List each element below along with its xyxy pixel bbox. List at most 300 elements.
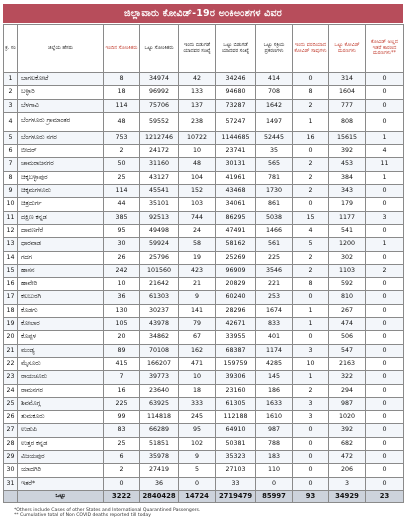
cell-non-covid-deaths: 0 — [366, 424, 404, 437]
cell-total-discharged: 86295 — [216, 211, 256, 224]
cell-total-deaths: 322 — [329, 371, 366, 384]
cell-total-positive: 114818 — [140, 411, 179, 424]
cell-today-discharged: 0 — [179, 477, 216, 490]
column-header-today-positive: ಇಂದಿನ ಸೋಂಕಿತರು — [104, 25, 140, 73]
table-row — [4, 264, 404, 277]
table-row — [4, 73, 404, 86]
table-header-row — [4, 25, 404, 73]
cell-total-deaths: 392 — [329, 424, 366, 437]
total-serial — [4, 490, 18, 502]
cell-total-deaths: 541 — [329, 224, 366, 237]
cell-total-discharged: 20829 — [216, 278, 256, 291]
cell-district: ಕೊಪ್ಪಳ — [18, 331, 104, 344]
table-row — [4, 357, 404, 370]
cell-serial: 25 — [4, 397, 18, 410]
cell-total-discharged: 30131 — [216, 158, 256, 171]
cell-non-covid-deaths: 0 — [366, 224, 404, 237]
cell-today-discharged: 152 — [179, 185, 216, 198]
cell-district: ಉಡುಪಿ — [18, 424, 104, 437]
cell-district: ಚಿತ್ರದುರ್ಗ — [18, 198, 104, 211]
cell-today-positive: 95 — [104, 224, 140, 237]
cell-total-positive: 24172 — [140, 145, 179, 158]
cell-active-cases: 708 — [256, 86, 293, 99]
cell-today-positive: 20 — [104, 331, 140, 344]
cell-active-cases: 1497 — [256, 112, 293, 131]
cell-today-discharged: 48 — [179, 158, 216, 171]
cell-active-cases: 414 — [256, 73, 293, 86]
cell-today-deaths: 8 — [293, 86, 329, 99]
cell-district: ಚಿಕ್ಕಮಗಳೂರು — [18, 185, 104, 198]
cell-non-covid-deaths: 0 — [366, 198, 404, 211]
cell-total-discharged: 68387 — [216, 344, 256, 357]
cell-total-deaths: 302 — [329, 251, 366, 264]
cell-non-covid-deaths: 0 — [366, 185, 404, 198]
table-row — [4, 86, 404, 99]
table-row — [4, 331, 404, 344]
cell-total-discharged: 23741 — [216, 145, 256, 158]
cell-today-positive: 18 — [104, 86, 140, 99]
cell-today-discharged: 102 — [179, 437, 216, 450]
cell-district: ಕೊಡಗು — [18, 304, 104, 317]
table-row — [4, 318, 404, 331]
cell-today-deaths: 2 — [293, 264, 329, 277]
cell-total-deaths: 2163 — [329, 357, 366, 370]
cell-total-deaths: 1177 — [329, 211, 366, 224]
cell-serial: 26 — [4, 411, 18, 424]
cell-today-deaths: 16 — [293, 131, 329, 144]
cell-total-positive: 49498 — [140, 224, 179, 237]
total-today-positive: 3222 — [104, 490, 140, 502]
cell-serial: 4 — [4, 112, 18, 131]
cell-district: ಬೆಳಗಾವಿ — [18, 99, 104, 112]
cell-non-covid-deaths: 0 — [366, 357, 404, 370]
cell-non-covid-deaths: 0 — [366, 86, 404, 99]
cell-today-deaths: 0 — [293, 73, 329, 86]
cell-total-discharged: 33 — [216, 477, 256, 490]
cell-today-discharged: 137 — [179, 99, 216, 112]
cell-active-cases: 221 — [256, 278, 293, 291]
cell-district: ಹಾಸನ — [18, 264, 104, 277]
cell-active-cases: 1730 — [256, 185, 293, 198]
cell-total-discharged: 43468 — [216, 185, 256, 198]
cell-today-discharged: 21 — [179, 278, 216, 291]
cell-total-discharged: 27103 — [216, 464, 256, 477]
table-row — [4, 99, 404, 112]
cell-today-deaths: 2 — [293, 384, 329, 397]
cell-total-discharged: 61305 — [216, 397, 256, 410]
cell-today-positive: 225 — [104, 397, 140, 410]
table-row — [4, 185, 404, 198]
cell-today-discharged: 95 — [179, 424, 216, 437]
cell-active-cases: 183 — [256, 451, 293, 464]
total-row — [4, 490, 404, 502]
cell-total-positive: 39773 — [140, 371, 179, 384]
cell-total-deaths: 294 — [329, 384, 366, 397]
cell-today-deaths: 1 — [293, 318, 329, 331]
table-row — [4, 304, 404, 317]
cell-today-deaths: 1 — [293, 371, 329, 384]
cell-today-positive: 130 — [104, 304, 140, 317]
cell-active-cases: 561 — [256, 238, 293, 251]
cell-total-positive: 35978 — [140, 451, 179, 464]
total-today-discharged: 14724 — [179, 490, 216, 502]
cell-total-deaths: 506 — [329, 331, 366, 344]
cell-total-discharged: 42671 — [216, 318, 256, 331]
cell-total-positive: 36 — [140, 477, 179, 490]
cell-non-covid-deaths: 0 — [366, 397, 404, 410]
cell-today-discharged: 10 — [179, 145, 216, 158]
cell-total-deaths: 808 — [329, 112, 366, 131]
cell-total-deaths: 682 — [329, 437, 366, 450]
cell-today-discharged: 141 — [179, 304, 216, 317]
cell-today-positive: 26 — [104, 251, 140, 264]
cell-district: ಚಾಮರಾಜನಗರ — [18, 158, 104, 171]
cell-total-discharged: 112188 — [216, 411, 256, 424]
cell-non-covid-deaths: 0 — [366, 304, 404, 317]
cell-total-discharged: 47491 — [216, 224, 256, 237]
cell-non-covid-deaths: 0 — [366, 291, 404, 304]
cell-today-discharged: 133 — [179, 86, 216, 99]
cell-today-positive: 30 — [104, 238, 140, 251]
cell-today-positive: 16 — [104, 384, 140, 397]
cell-today-deaths: 1 — [293, 112, 329, 131]
cell-non-covid-deaths: 2 — [366, 264, 404, 277]
cell-district: ಮೈಸೂರು — [18, 357, 104, 370]
cell-today-positive: 415 — [104, 357, 140, 370]
table-row — [4, 384, 404, 397]
column-header-serial: ಕ್ರ. ಸಂ — [4, 25, 18, 73]
cell-district: ತುಮಕೂರು — [18, 411, 104, 424]
cell-serial: 28 — [4, 437, 18, 450]
column-header-active-cases: ಒಟ್ಟು ಸಕ್ರಿಯ ಪ್ರಕರಣಗಳು — [256, 25, 293, 73]
cell-district: ಗದಗ — [18, 251, 104, 264]
cell-total-positive: 34862 — [140, 331, 179, 344]
cell-serial: 27 — [4, 424, 18, 437]
cell-total-discharged: 58162 — [216, 238, 256, 251]
cell-total-discharged: 1144685 — [216, 131, 256, 144]
cell-today-positive: 0 — [104, 477, 140, 490]
cell-active-cases: 0 — [256, 477, 293, 490]
cell-today-positive: 2 — [104, 464, 140, 477]
cell-total-deaths: 1604 — [329, 86, 366, 99]
cell-total-positive: 1212746 — [140, 131, 179, 144]
cell-total-deaths: 1020 — [329, 411, 366, 424]
cell-today-positive: 36 — [104, 291, 140, 304]
total-active-cases: 85997 — [256, 490, 293, 502]
cell-today-positive: 753 — [104, 131, 140, 144]
cell-active-cases: 253 — [256, 291, 293, 304]
total-non-covid-deaths: 23 — [366, 490, 404, 502]
table-row — [4, 464, 404, 477]
cell-total-discharged: 34061 — [216, 198, 256, 211]
cell-serial: 13 — [4, 238, 18, 251]
column-header-total-deaths: ಒಟ್ಟು ಕೋವಿಡ್ ಮರಣಗಳು — [329, 25, 366, 73]
total-total-positive: 2840428 — [140, 490, 179, 502]
cell-district: ದಕ್ಷಿಣ ಕನ್ನಡ — [18, 211, 104, 224]
column-header-total-discharged: ಒಟ್ಟು ಬಿಡುಗಡೆ ಯಾದವರ ಸಂಖ್ಯೆ — [216, 25, 256, 73]
cell-district: ಇತರೆ* — [18, 477, 104, 490]
cell-total-positive: 166207 — [140, 357, 179, 370]
district-stats-table — [3, 24, 404, 503]
cell-district: ವಿಜಯಪುರ — [18, 451, 104, 464]
cell-today-discharged: 67 — [179, 331, 216, 344]
cell-active-cases: 3546 — [256, 264, 293, 277]
cell-total-positive: 59924 — [140, 238, 179, 251]
cell-total-discharged: 34246 — [216, 73, 256, 86]
cell-today-positive: 48 — [104, 112, 140, 131]
cell-serial: 21 — [4, 344, 18, 357]
cell-today-positive: 385 — [104, 211, 140, 224]
table-body — [4, 73, 404, 491]
cell-serial: 16 — [4, 278, 18, 291]
cell-today-discharged: 744 — [179, 211, 216, 224]
table-row — [4, 224, 404, 237]
cell-non-covid-deaths: 4 — [366, 145, 404, 158]
cell-today-deaths: 10 — [293, 357, 329, 370]
cell-total-discharged: 64910 — [216, 424, 256, 437]
table-row — [4, 171, 404, 184]
total-label: ಒಟ್ಟು — [18, 490, 104, 502]
cell-non-covid-deaths: 0 — [366, 411, 404, 424]
cell-today-discharged: 10722 — [179, 131, 216, 144]
cell-today-discharged: 471 — [179, 357, 216, 370]
cell-total-discharged: 94680 — [216, 86, 256, 99]
cell-serial: 31 — [4, 477, 18, 490]
cell-today-deaths: 2 — [293, 158, 329, 171]
cell-today-positive: 25 — [104, 437, 140, 450]
cell-serial: 14 — [4, 251, 18, 264]
cell-today-discharged: 162 — [179, 344, 216, 357]
footnote-non-covid: ** Cumulative total of Non COVID deaths reported till today — [14, 513, 151, 519]
cell-total-positive: 96992 — [140, 86, 179, 99]
cell-active-cases: 781 — [256, 171, 293, 184]
cell-district: ಬೆಂಗಳೂರು ನಗರ — [18, 131, 104, 144]
table-row — [4, 397, 404, 410]
cell-serial: 3 — [4, 99, 18, 112]
cell-total-positive: 51851 — [140, 437, 179, 450]
cell-total-deaths: 474 — [329, 318, 366, 331]
cell-district: ಬೀದರ್ — [18, 145, 104, 158]
cell-today-positive: 25 — [104, 171, 140, 184]
cell-non-covid-deaths: 0 — [366, 437, 404, 450]
cell-total-positive: 27419 — [140, 464, 179, 477]
cell-serial: 10 — [4, 198, 18, 211]
cell-today-deaths: 2 — [293, 251, 329, 264]
table-row — [4, 424, 404, 437]
cell-today-discharged: 24 — [179, 224, 216, 237]
cell-non-covid-deaths: 0 — [366, 451, 404, 464]
cell-today-positive: 10 — [104, 278, 140, 291]
cell-total-deaths: 384 — [329, 171, 366, 184]
cell-non-covid-deaths: 0 — [366, 331, 404, 344]
cell-non-covid-deaths: 1 — [366, 238, 404, 251]
cell-today-positive: 114 — [104, 185, 140, 198]
cell-total-discharged: 39306 — [216, 371, 256, 384]
cell-today-discharged: 42 — [179, 73, 216, 86]
table-row — [4, 112, 404, 131]
cell-today-discharged: 10 — [179, 371, 216, 384]
cell-today-deaths: 8 — [293, 278, 329, 291]
cell-today-discharged: 5 — [179, 464, 216, 477]
cell-serial: 5 — [4, 131, 18, 144]
table-row — [4, 278, 404, 291]
cell-total-discharged: 73287 — [216, 99, 256, 112]
cell-total-deaths: 453 — [329, 158, 366, 171]
table-row — [4, 371, 404, 384]
cell-today-positive: 7 — [104, 371, 140, 384]
cell-total-positive: 92513 — [140, 211, 179, 224]
cell-district: ಮಂಡ್ಯ — [18, 344, 104, 357]
cell-serial: 30 — [4, 464, 18, 477]
cell-today-deaths: 1 — [293, 304, 329, 317]
cell-serial: 12 — [4, 224, 18, 237]
cell-total-discharged: 35323 — [216, 451, 256, 464]
cell-non-covid-deaths: 0 — [366, 477, 404, 490]
cell-total-discharged: 159759 — [216, 357, 256, 370]
cell-district: ದಾವಣಗೆರೆ — [18, 224, 104, 237]
cell-district: ಧಾರವಾಡ — [18, 238, 104, 251]
cell-today-deaths: 0 — [293, 331, 329, 344]
cell-total-discharged: 25269 — [216, 251, 256, 264]
cell-today-positive: 99 — [104, 411, 140, 424]
cell-serial: 19 — [4, 318, 18, 331]
cell-total-deaths: 343 — [329, 185, 366, 198]
table-row — [4, 437, 404, 450]
table-row — [4, 451, 404, 464]
cell-active-cases: 186 — [256, 384, 293, 397]
cell-serial: 6 — [4, 145, 18, 158]
cell-today-discharged: 9 — [179, 291, 216, 304]
table-row — [4, 251, 404, 264]
cell-total-discharged: 60240 — [216, 291, 256, 304]
cell-total-positive: 21642 — [140, 278, 179, 291]
cell-today-deaths: 3 — [293, 411, 329, 424]
bulletin-title: ಜಿಲ್ಲಾವಾರು ಕೋವಿಡ್-19ರ ಅಂಕಿಅಂಶಗಳ ವಿವರ — [3, 4, 403, 23]
cell-active-cases: 565 — [256, 158, 293, 171]
cell-active-cases: 52445 — [256, 131, 293, 144]
footnote-others: *Others include Cases of other States and International Quarantined Passengers. — [14, 508, 201, 513]
table-row — [4, 238, 404, 251]
cell-total-positive: 23640 — [140, 384, 179, 397]
cell-active-cases: 145 — [256, 371, 293, 384]
cell-total-positive: 31160 — [140, 158, 179, 171]
cell-today-positive: 114 — [104, 99, 140, 112]
cell-today-positive: 2 — [104, 145, 140, 158]
cell-total-deaths: 1103 — [329, 264, 366, 277]
cell-total-positive: 59552 — [140, 112, 179, 131]
table-row — [4, 477, 404, 490]
cell-serial: 17 — [4, 291, 18, 304]
cell-serial: 22 — [4, 357, 18, 370]
cell-today-deaths: 15 — [293, 211, 329, 224]
cell-serial: 18 — [4, 304, 18, 317]
cell-today-discharged: 58 — [179, 238, 216, 251]
cell-today-positive: 50 — [104, 158, 140, 171]
column-header-today-discharged: ಇಂದು ಬಿಡುಗಡೆ ಯಾದವರ ಸಂಖ್ಯೆ — [179, 25, 216, 73]
cell-non-covid-deaths: 0 — [366, 73, 404, 86]
cell-today-discharged: 245 — [179, 411, 216, 424]
cell-total-discharged: 57247 — [216, 112, 256, 131]
cell-total-deaths: 314 — [329, 73, 366, 86]
cell-non-covid-deaths: 3 — [366, 211, 404, 224]
table-row — [4, 145, 404, 158]
cell-today-deaths: 3 — [293, 397, 329, 410]
total-total-discharged: 2719479 — [216, 490, 256, 502]
column-header-non-covid-deaths: ಕೋವಿಡ್ ಅಲ್ಲದ ಇತರೆ ಕಾರಣದ ಮರಣಗಳು** — [366, 25, 404, 73]
cell-active-cases: 1633 — [256, 397, 293, 410]
cell-today-discharged: 19 — [179, 251, 216, 264]
cell-total-positive: 34974 — [140, 73, 179, 86]
cell-non-covid-deaths: 11 — [366, 158, 404, 171]
cell-today-positive: 105 — [104, 318, 140, 331]
cell-today-deaths: 0 — [293, 464, 329, 477]
cell-non-covid-deaths: 0 — [366, 99, 404, 112]
cell-total-positive: 66289 — [140, 424, 179, 437]
cell-total-positive: 70108 — [140, 344, 179, 357]
cell-today-deaths: 0 — [293, 291, 329, 304]
cell-total-positive: 35101 — [140, 198, 179, 211]
cell-non-covid-deaths: 0 — [366, 464, 404, 477]
cell-active-cases: 1674 — [256, 304, 293, 317]
cell-serial: 24 — [4, 384, 18, 397]
cell-total-discharged: 96909 — [216, 264, 256, 277]
cell-total-positive: 61303 — [140, 291, 179, 304]
cell-today-deaths: 0 — [293, 437, 329, 450]
cell-total-positive: 101560 — [140, 264, 179, 277]
cell-total-deaths: 392 — [329, 145, 366, 158]
cell-total-positive: 45541 — [140, 185, 179, 198]
cell-total-deaths: 777 — [329, 99, 366, 112]
column-header-total-positive: ಒಟ್ಟು ಸೋಂಕಿತರು — [140, 25, 179, 73]
cell-total-deaths: 987 — [329, 397, 366, 410]
cell-active-cases: 833 — [256, 318, 293, 331]
cell-today-discharged: 333 — [179, 397, 216, 410]
cell-district: ಬಳ್ಳಾರಿ — [18, 86, 104, 99]
cell-non-covid-deaths: 0 — [366, 384, 404, 397]
cell-today-discharged: 79 — [179, 318, 216, 331]
cell-district: ಹಾವೇರಿ — [18, 278, 104, 291]
cell-total-positive: 75706 — [140, 99, 179, 112]
cell-serial: 7 — [4, 158, 18, 171]
cell-district: ಕಲಬುರಗಿ — [18, 291, 104, 304]
cell-serial: 8 — [4, 171, 18, 184]
cell-district: ಬಾಗಲಕೋಟೆ — [18, 73, 104, 86]
cell-serial: 15 — [4, 264, 18, 277]
cell-total-deaths: 206 — [329, 464, 366, 477]
total-today-deaths: 93 — [293, 490, 329, 502]
cell-today-discharged: 18 — [179, 384, 216, 397]
cell-total-discharged: 50381 — [216, 437, 256, 450]
table-row — [4, 211, 404, 224]
cell-total-discharged: 23160 — [216, 384, 256, 397]
cell-today-deaths: 2 — [293, 171, 329, 184]
cell-district: ಕೋಲಾರ — [18, 318, 104, 331]
table-row — [4, 158, 404, 171]
cell-active-cases: 788 — [256, 437, 293, 450]
cell-non-covid-deaths: 0 — [366, 318, 404, 331]
cell-total-positive: 25796 — [140, 251, 179, 264]
cell-non-covid-deaths: 0 — [366, 251, 404, 264]
cell-non-covid-deaths: 0 — [366, 112, 404, 131]
cell-total-discharged: 33955 — [216, 331, 256, 344]
cell-district: ಚಿಕ್ಕಬಳ್ಳಾಪುರ — [18, 171, 104, 184]
cell-today-positive: 6 — [104, 451, 140, 464]
cell-total-discharged: 41961 — [216, 171, 256, 184]
cell-non-covid-deaths: 1 — [366, 131, 404, 144]
cell-today-deaths: 3 — [293, 344, 329, 357]
table-row — [4, 131, 404, 144]
cell-active-cases: 401 — [256, 331, 293, 344]
